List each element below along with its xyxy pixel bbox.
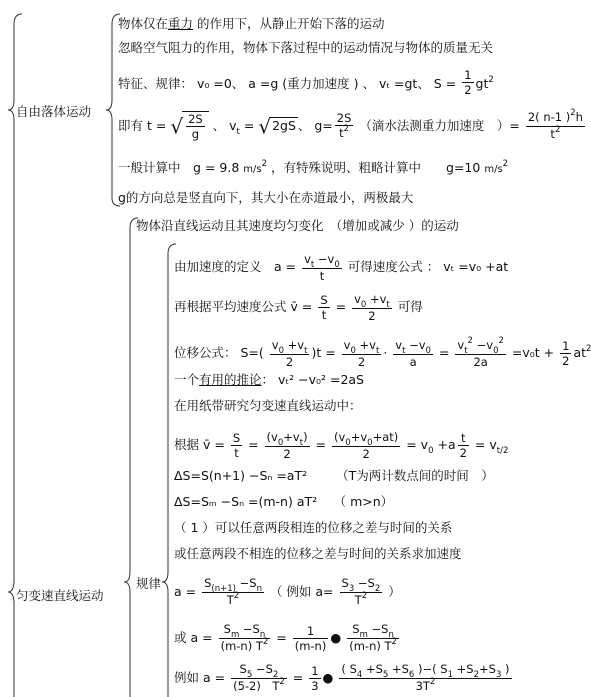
uv-label7: 有用的推论	[199, 372, 262, 387]
ff-label4: ，有特殊说明、粗略计算中	[270, 160, 421, 175]
uv-line-3: 位移公式： S=( $\frac{v_0 +v_t}{2}$ )t = $\frac{v_0 +v_t}{2}$ · $\frac{v_t -v_0}{a}$ = $\frac{v_t^2 -v_0^2}{2a}$ =v₀t + $\frac{1}{2}$ $at^2$	[174, 336, 591, 369]
ff-label2: 即有	[118, 118, 144, 133]
ff-line-3: 特征、规律： v₀ =0、 a =g (重力加速度 ) 、 vₜ =gt、 S = $\frac{1}{2}$ $gt^2$	[118, 68, 494, 97]
uv-label8: ：	[261, 372, 275, 387]
uv-formula-4: vₜ² −v₀² =2aS	[278, 372, 364, 387]
ff-line-2: 忽略空气阻力的作用，物体下落过程中的运动情况与物体的质量无关	[118, 40, 494, 55]
uv-line-11: a = $\frac{S_{(n+1)} -S_n}{T^2}$ （ 例如 a= $\frac{S_3 -S_2}{T^2}$ ）	[174, 576, 401, 607]
uv-line-5: 在用纸带研究匀变速直线运动中：	[174, 398, 362, 413]
ff-formula-4: （滴水法测重力加速度 ）=	[359, 118, 520, 133]
uv-label4: 可得	[397, 299, 423, 314]
ff-line-5: 一般计算中 g = 9.8 $m/s^2$ ，有特殊说明、粗略计算中 g=10 $m/s^2$	[118, 159, 509, 175]
uv-formula-6: ΔS=Sₘ −Sₙ =(m-n) aT²	[174, 494, 318, 509]
topic-uniform-title: 匀变速直线运动	[16, 588, 104, 603]
uv-line-4	[174, 372, 364, 388]
ff-gravity: 重力	[168, 16, 194, 31]
uv-line-9: （ 1 ）可以任意两段相连的位移之差与时间的关系	[174, 520, 453, 535]
uv-label5: 位移公式：	[174, 345, 237, 360]
ff-line-6: g的方向总是竖直向下，其大小在赤道最小，两极最大	[118, 190, 414, 205]
uv-formula-3: =v₀t +	[511, 345, 555, 360]
uv-label1: 由加速度的定义	[174, 259, 262, 274]
uv-line-8	[174, 494, 393, 510]
uv-formula-2: v̄ =	[290, 299, 313, 314]
ff-formula-2: g = 9.8	[193, 160, 240, 175]
uv-formula-1: vₜ =v₀ +at	[443, 259, 509, 274]
uv-line-13: 例如 a = $\frac{S_5 -S_2}{(5-2) T^2}$ = $\frac{1}{3}$ ● $\frac{( S_4 +S_5 +S_6 )-( S_1 +S_2+S_3 )}{3T^2}$	[174, 662, 510, 693]
uv-line-2: 再根据平均速度公式 v̄ = $\frac{S}{t}$ = $\frac{v_0 +v_t}{2}$ 可得	[174, 292, 423, 323]
ff-text: 物体仅在	[118, 16, 169, 31]
uv-label2: 可得速度公式 ：	[347, 259, 440, 274]
ff-text2: 的作用下，从静止开始下落的运动	[197, 16, 385, 31]
uv-line-12: 或 a = $\frac{S_m -S_n}{(m-n) T^2}$ = $\frac{1}{(m-n)}$ ● $\frac{S_m -S_n}{(m-n) T^2}$	[174, 622, 397, 653]
uv-line-7	[174, 468, 494, 484]
uv-formula-5: ΔS=S(n+1) −Sₙ =aT²	[174, 468, 308, 483]
uv-intro: 物体沿直线运动且其速度均匀变化 （增加或减少 ）的运动	[136, 218, 459, 233]
uv-label13: 或	[174, 630, 187, 645]
uv-label6: 一个	[174, 372, 200, 387]
ff-formula-3: g=10	[446, 160, 481, 175]
uv-label11: （ m>n）	[333, 494, 394, 509]
ff-line-1	[118, 16, 385, 32]
uv-line-1: 由加速度的定义 a = $\frac{v_t -v_0}{t}$ 可得速度公式 ： vₜ =v₀ +at	[174, 252, 509, 283]
uv-label3: 再根据平均速度公式	[174, 299, 287, 314]
uv-line-10: 或任意两段不相连的位移之差与时间的关系求加速度	[174, 546, 462, 561]
ff-formula-1: v₀ =0、 a =g (重力加速度 ) 、 vₜ =gt、 S =	[197, 76, 457, 91]
uv-label9: 根据	[174, 437, 200, 452]
ff-label: 特征、规律：	[118, 76, 194, 91]
uv-label12: （ 例如	[269, 584, 312, 599]
uv-label10: （T为两计数点间的时间 ）	[336, 468, 494, 483]
uv-line-6: 根据 v̄ = $\frac{S}{t}$ = $\frac{(v_0+v_t)}{2}$ = $\frac{(v_0+v_0+at)}{2}$ = $v_0 +a$ $\frac{t}{2}$ = $v_{t/2}$	[174, 430, 509, 461]
ff-label3: 一般计算中	[118, 160, 181, 175]
uv-label14: 例如	[174, 670, 200, 685]
topic-free-fall-title: 自由落体运动	[16, 104, 92, 119]
ff-line-4: 即有 t = √ $\frac{2S}{g}$ 、 $v_t = √2gS$ 、 g= $\frac{2S}{t^2}$ （滴水法测重力加速度 ）= $\frac{2( n-1 )^2h}{t^2}$	[118, 108, 583, 141]
rules-label: 规律	[136, 576, 162, 591]
